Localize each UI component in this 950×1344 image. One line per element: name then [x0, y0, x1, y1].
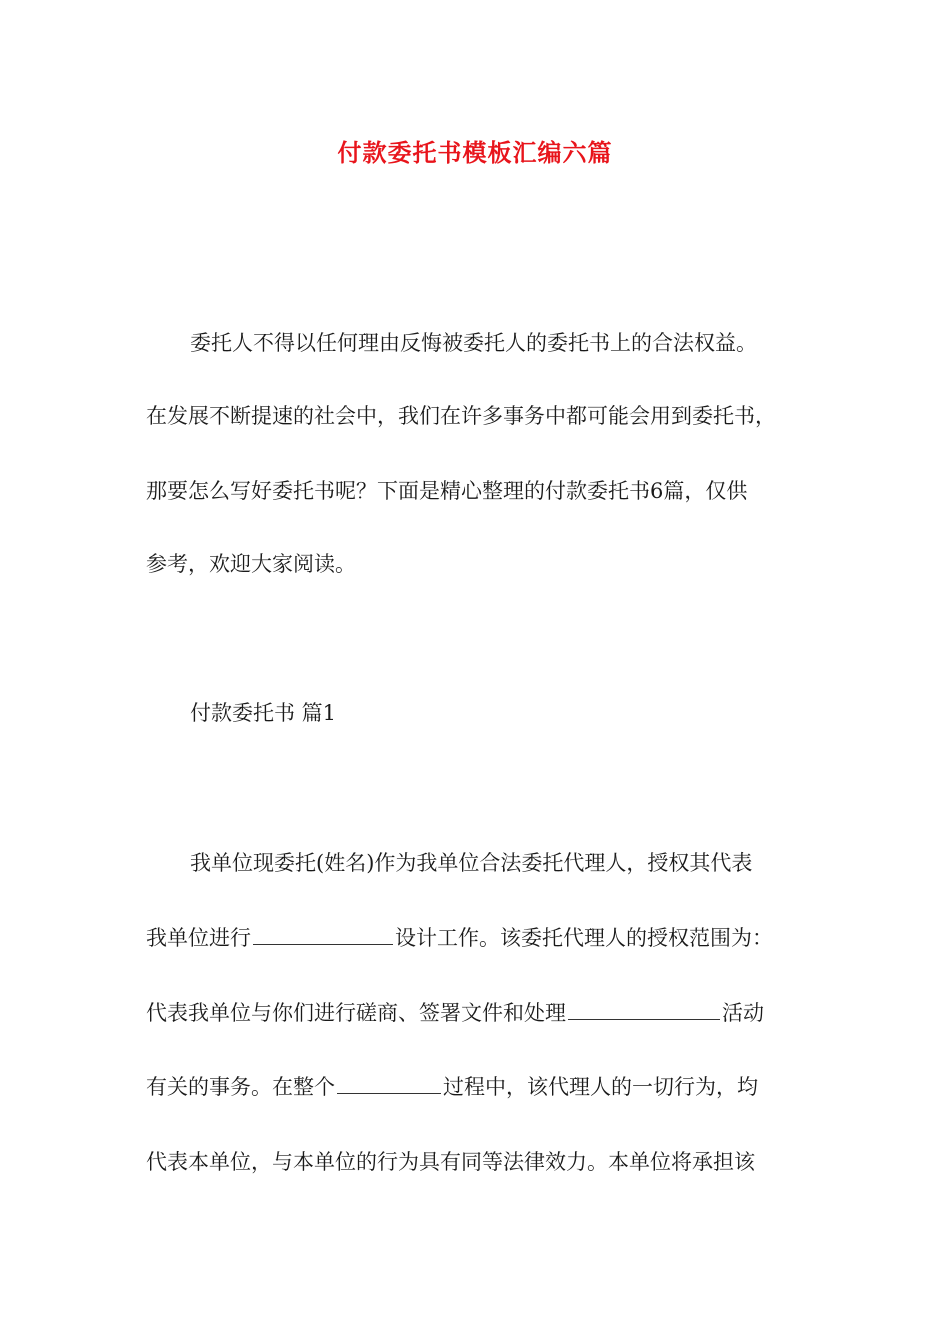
intro-line-1: 委托人不得以任何理由反悔被委托人的委托书上的合法权益。	[190, 331, 757, 355]
document-title: 付款委托书模板汇编六篇	[337, 138, 613, 167]
body-line-4-start: 有关的事务。在整个	[146, 1075, 335, 1099]
body-line-3	[146, 997, 826, 1028]
intro-line-4: 参考，欢迎大家阅读。	[146, 552, 356, 576]
body-line-2-end: 设计工作。该委托代理人的授权范围为：	[395, 926, 773, 950]
body-line-5: 代表本单位，与本单位的行为具有同等法律效力。本单位将承担该	[146, 1150, 755, 1174]
section-heading: 付款委托书 篇1	[190, 701, 337, 725]
body-line-2-start: 我单位进行	[146, 926, 251, 950]
intro-line-2: 在发展不断提速的社会中，我们在许多事务中都可能会用到委托书，	[146, 404, 776, 428]
body-line-4	[146, 1071, 826, 1102]
fill-in-blank	[337, 1071, 441, 1094]
body-line-2	[146, 922, 826, 953]
fill-in-blank	[253, 922, 393, 945]
body-line-3-start: 代表我单位与你们进行磋商、签署文件和处理	[146, 1001, 566, 1025]
body-line-1: 我单位现委托(姓名)作为我单位合法委托代理人，授权其代表	[190, 851, 753, 875]
fill-in-blank	[568, 997, 720, 1020]
body-line-3-end: 活动	[722, 1001, 764, 1025]
intro-line-3: 那要怎么写好委托书呢？下面是精心整理的付款委托书6篇，仅供	[146, 479, 748, 503]
body-line-4-end: 过程中，该代理人的一切行为，均	[443, 1075, 758, 1099]
